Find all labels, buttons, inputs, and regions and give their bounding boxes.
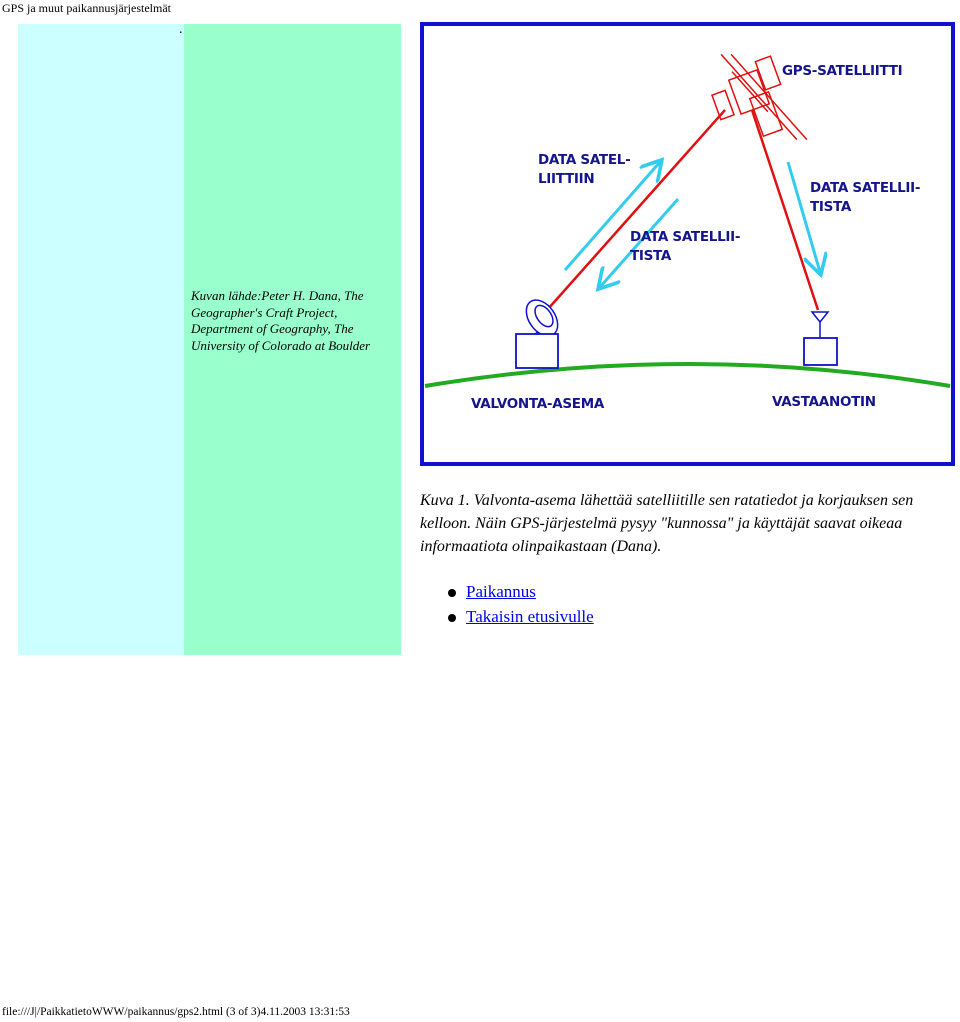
gps-diagram [420, 22, 955, 466]
bullet-icon [448, 589, 456, 597]
link-paikannus[interactable]: Paikannus [466, 582, 536, 601]
figure-caption: Kuva 1. Valvonta-asema lähettää satelliitille sen ratatiedot ja korjauksen sen kelloon. Näin GPS-järjestelmä pysyy "kunnossa" ja käyttäjät saavat oikeaa informaatiota olinpaikastaan (Dana). [420, 492, 914, 555]
list-item [446, 604, 594, 629]
nav-link-list [446, 579, 594, 629]
left-margin-column [18, 24, 184, 655]
print-header: GPS ja muut paikannusjärjestelmät [2, 1, 171, 15]
bullet-icon [448, 614, 456, 622]
label-control-station: VALVONTA-ASEMA [471, 396, 604, 412]
print-footer: file:///J|/PaikkatietoWWW/paikannus/gps2.html (3 of 3)4.11.2003 13:31:53 [2, 1006, 350, 1018]
link-back-to-home[interactable]: Takaisin etusivulle [466, 607, 594, 626]
spacer-dot: . [179, 22, 183, 37]
label-data-from-satellite-mid-1: DATA SATELLII- [630, 229, 741, 245]
control-station-building [516, 334, 558, 368]
label-data-to-satellite-2: LIITTIIN [538, 171, 595, 187]
list-item [446, 579, 594, 604]
label-data-from-satellite-mid-2: TISTA [630, 248, 672, 264]
label-data-from-satellite-right-2: TISTA [810, 199, 852, 215]
label-receiver: VASTAANOTIN [772, 394, 876, 410]
gps-diagram-figure [420, 22, 955, 466]
label-gps-satellite: GPS-SATELLIITTI [782, 63, 903, 79]
label-data-to-satellite-1: DATA SATEL- [538, 152, 631, 168]
image-source-credit: Kuvan lähde:Peter H. Dana, The Geographer's Craft Project, Department of Geography, The University of Colorado at Boulder [191, 288, 371, 353]
label-data-from-satellite-right-1: DATA SATELLII- [810, 180, 921, 196]
receiver-box [804, 338, 837, 365]
